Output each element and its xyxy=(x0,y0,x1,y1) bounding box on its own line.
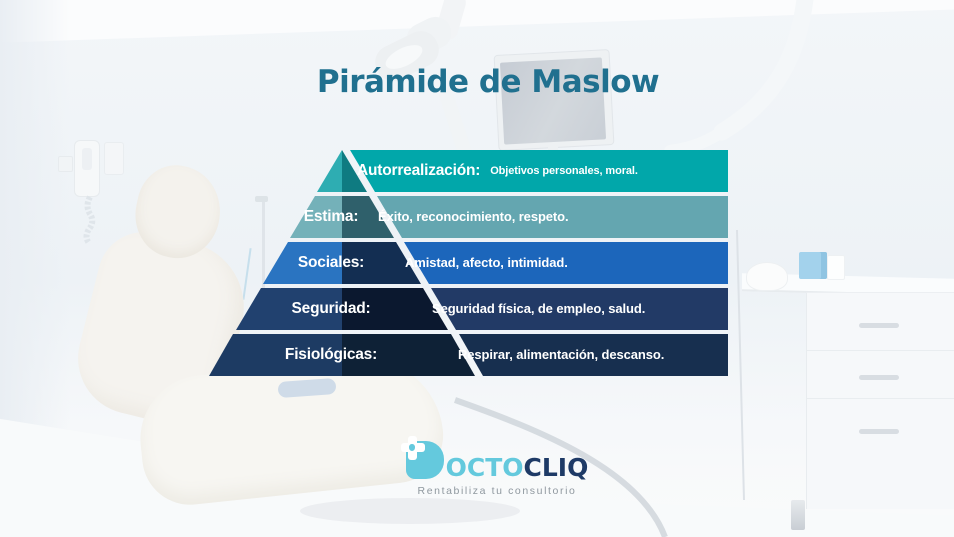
bg-white-appliance xyxy=(746,262,788,291)
level-description: Respirar, alimentación, descanso. xyxy=(458,347,665,362)
page-title: Pirámide de Maslow xyxy=(316,64,660,100)
d-plus-cross-icon xyxy=(406,441,444,479)
level-label: Estima: xyxy=(303,208,359,225)
pyramid-level-seguridad xyxy=(208,288,728,330)
maslow-pyramid xyxy=(208,150,728,376)
doctocliq-logo xyxy=(408,441,589,497)
level-description: Objetivos personales, moral. xyxy=(490,165,638,177)
level-label: Autorrealización: xyxy=(357,162,481,179)
pyramid-level-estima xyxy=(208,196,728,238)
bg-drawer-handle xyxy=(859,375,899,380)
pyramid-level-sociales xyxy=(208,242,728,284)
bg-cabinet-drawer xyxy=(807,351,954,399)
logo-tagline: Rentabiliza tu consultorio xyxy=(417,485,577,497)
brand-text-dark: CLIQ xyxy=(523,453,589,482)
brand-text xyxy=(446,455,589,480)
bg-drawer-handle xyxy=(859,429,899,434)
level-description: Éxito, reconocimiento, respeto. xyxy=(378,209,569,224)
bg-blue-box xyxy=(799,252,827,279)
level-description: Seguridad física, de empleo, salud. xyxy=(432,301,646,316)
bg-cabinet xyxy=(806,292,954,509)
pyramid-level-autorrealizacion xyxy=(208,150,728,192)
level-label: Sociales: xyxy=(297,254,365,271)
bg-cabinet-drawer xyxy=(807,399,954,499)
bg-cabinet-leg xyxy=(791,500,805,530)
level-label: Fisiológicas: xyxy=(284,346,378,363)
bg-drawer-handle xyxy=(859,323,899,328)
brand-text-light: OCTO xyxy=(445,453,524,482)
logo-wordmark xyxy=(408,441,589,482)
level-label: Seguridad: xyxy=(291,300,371,317)
level-description: Amistad, afecto, intimidad. xyxy=(405,255,568,270)
pyramid-level-fisiologicas xyxy=(208,334,728,376)
bg-cabinet-drawer xyxy=(807,293,954,351)
level-text xyxy=(357,150,638,192)
bg-white-cup xyxy=(827,255,845,280)
